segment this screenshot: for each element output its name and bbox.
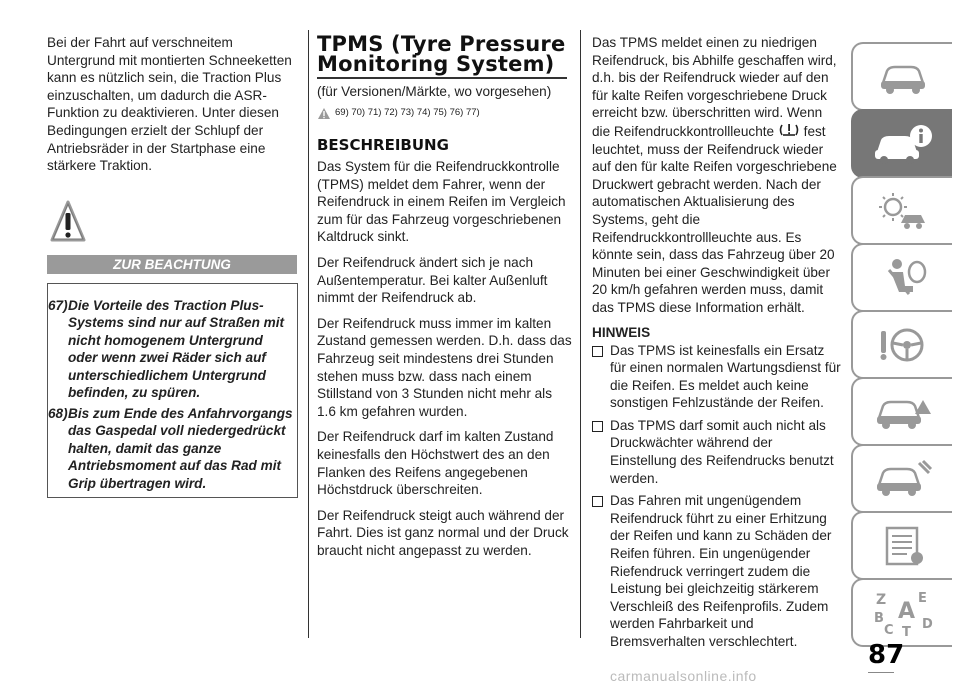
watermark: carmanualsonline.info [610, 668, 757, 684]
title-underline [317, 77, 567, 79]
body-paragraph: Der Reifendruck darf im kalten Zustand keinesfalls den Höchstwert des an den Flanken des Reifens angegebenen Höchstdruck überschreiten. [317, 429, 554, 498]
warning-references [317, 106, 572, 120]
paragraph-part: fest leuchtet, muss der Reifendruck wieder auf den für kalte Reifen vorgeschriebene Druckwert gebracht werden. Nach der automatischen Aktualisierung des Systems, geht die Reifendruckkontrollleuchte aus. Es könnte sein, dass das Fahrzeug über 20 Minuten bei einer Geschwindigkeit über 20 km/h gefahren werden muss, damit das TPMS diese Information erhält. [592, 123, 837, 315]
note-number: 68) [48, 406, 68, 421]
list-item [592, 492, 842, 650]
car-overview-icon [875, 57, 931, 97]
right-column [592, 34, 842, 656]
technical-data-icon [875, 524, 931, 568]
left-column [47, 34, 297, 183]
intro-paragraph: Bei der Fahrt auf verschneitem Untergrund mit montierten Schneeketten kann es nützlich sein, die Traction Plus einzuschalten, um dadurch die ASR-Funktion zu deaktivieren. Unter diesen Bedingungen erzielt der Schlupf der Antriebsräder in der Startphase eine stärkere Traktion. [47, 35, 292, 174]
list-item-text: Das TPMS darf somit auch nicht als Druckwächter während der Einstellung des Reifendrucks benutzt werden. [610, 417, 834, 486]
list-item-text: Das TPMS ist keinesfalls ein Ersatz für einen normalen Wartungsdienst für die Reifen. Es meldet auch keine sonstigen Fehlzustände der Reifen. [610, 342, 841, 411]
body-paragraph: Der Reifendruck muss immer im kalten Zustand gemessen werden. D.h. dass das Fahrzeug seit mindestens drei Stunden stehen muss bzw. dass nach einem Stillstand von 3 Stunden nicht mehr als 1.6 km gefahren wurden. [317, 315, 572, 419]
subsection-heading: BESCHREIBUNG [317, 136, 449, 154]
tab-technical-data[interactable] [851, 511, 952, 580]
tab-safety[interactable] [851, 243, 952, 312]
warning-triangle-icon [50, 200, 86, 244]
tab-index[interactable] [851, 578, 952, 647]
car-maintenance-icon [873, 457, 933, 501]
body-paragraph: Der Reifendruck ändert sich je nach Außentemperatur. Bei kalter Außenluft nimmt der Reifendruck ab. [317, 254, 548, 306]
column-divider [580, 30, 581, 638]
car-emergency-icon [873, 390, 933, 434]
note-text: Die Vorteile des Traction Plus-Systems sind nur auf Straßen mit nicht homogenem Untergrund oder wenn zwei Räder sich auf unterschiedlichem Untergrund befinden, zu spüren. [68, 298, 285, 401]
tab-car-overview[interactable] [851, 42, 952, 111]
list-item [592, 417, 842, 487]
svg-text:A: A [897, 598, 915, 624]
svg-text:B: B [873, 610, 884, 626]
safety-airbag-icon [875, 256, 931, 300]
svg-text:D: D [921, 616, 933, 632]
note-number: 67) [48, 298, 68, 313]
alphabetical-index-icon [868, 588, 938, 638]
middle-column [317, 34, 572, 567]
warning-title: ZUR BEACHTUNG [47, 255, 297, 274]
list-item-text: Das Fahren mit ungenügendem Reifendruck führt zu einer Erhitzung der Reifen und kann zu Schäden der Reifen führen. Ein ungenügender Riefendruck verringert zudem die Leistung bei gleichzeitig stärkerem Verschleiß des Reifenprofils. Zudem werden Fahrbarkeit und Bremsverhalten verschlechtert. [610, 493, 832, 649]
paragraph-part: Das TPMS meldet einen zu niedrigen Reifendruck, bis Abhilfe geschaffen wird, d.h. bis der Reifendruck wieder auf den für kalte Reifen vorgeschriebene Druck erreicht bzw. überschritten wird. Wenn die Reifendruckkontrollleuchte [592, 35, 837, 139]
checkbox-bullet-icon [592, 421, 603, 432]
note-text: Bis zum Ende des Anfahrvorgangs das Gaspedal voll niedergedrückt halten, damit das ganze Antriebsmoment auf das Rad mit Grip übertragen wird. [68, 406, 293, 491]
warning-refs-text: 69) 70) 71) 72) 73) 74) 75) 76) 77) [335, 107, 480, 118]
tab-starting-driving[interactable] [851, 310, 952, 379]
warning-small-icon [317, 107, 331, 120]
section-title: TPMS (Tyre Pressure Monitoring System) [317, 32, 566, 76]
checkbox-bullet-icon [592, 346, 603, 357]
page-number-underline [868, 672, 894, 673]
svg-text:C: C [883, 622, 894, 638]
dashboard-lights-icon [873, 189, 933, 233]
warning-note [48, 405, 293, 492]
svg-text:T: T [901, 624, 911, 638]
car-info-icon [871, 122, 935, 166]
body-paragraph [592, 34, 842, 317]
checkbox-bullet-icon [592, 496, 603, 507]
tab-dashboard-lights[interactable] [851, 176, 952, 245]
tab-maintenance[interactable] [851, 444, 952, 513]
section-subtitle: (für Versionen/Märkte, wo vorgesehen) [317, 84, 552, 99]
tab-car-info[interactable] [851, 109, 952, 178]
warning-note [48, 297, 293, 401]
tab-emergency[interactable] [851, 377, 952, 446]
svg-text:Z: Z [875, 591, 886, 608]
svg-text:E: E [917, 590, 927, 606]
tpms-warning-light-icon [778, 122, 800, 138]
page-number: 87 [868, 640, 905, 670]
steering-wheel-icon [873, 323, 933, 367]
column-divider [308, 30, 309, 638]
body-paragraph: Der Reifendruck steigt auch während der Fahrt. Dies ist ganz normal und der Druck braucht nicht angepasst zu werden. [317, 507, 569, 558]
note-heading: HINWEIS [592, 324, 651, 340]
list-item [592, 342, 842, 412]
body-paragraph: Das System für die Reifendruckkontrolle (TPMS) meldet dem Fahrer, wenn der Reifendruck in einem Reifen im Vergleich zum für das Fahrzeug vorgeschriebenen Kaltdruck sinkt. [317, 159, 566, 245]
